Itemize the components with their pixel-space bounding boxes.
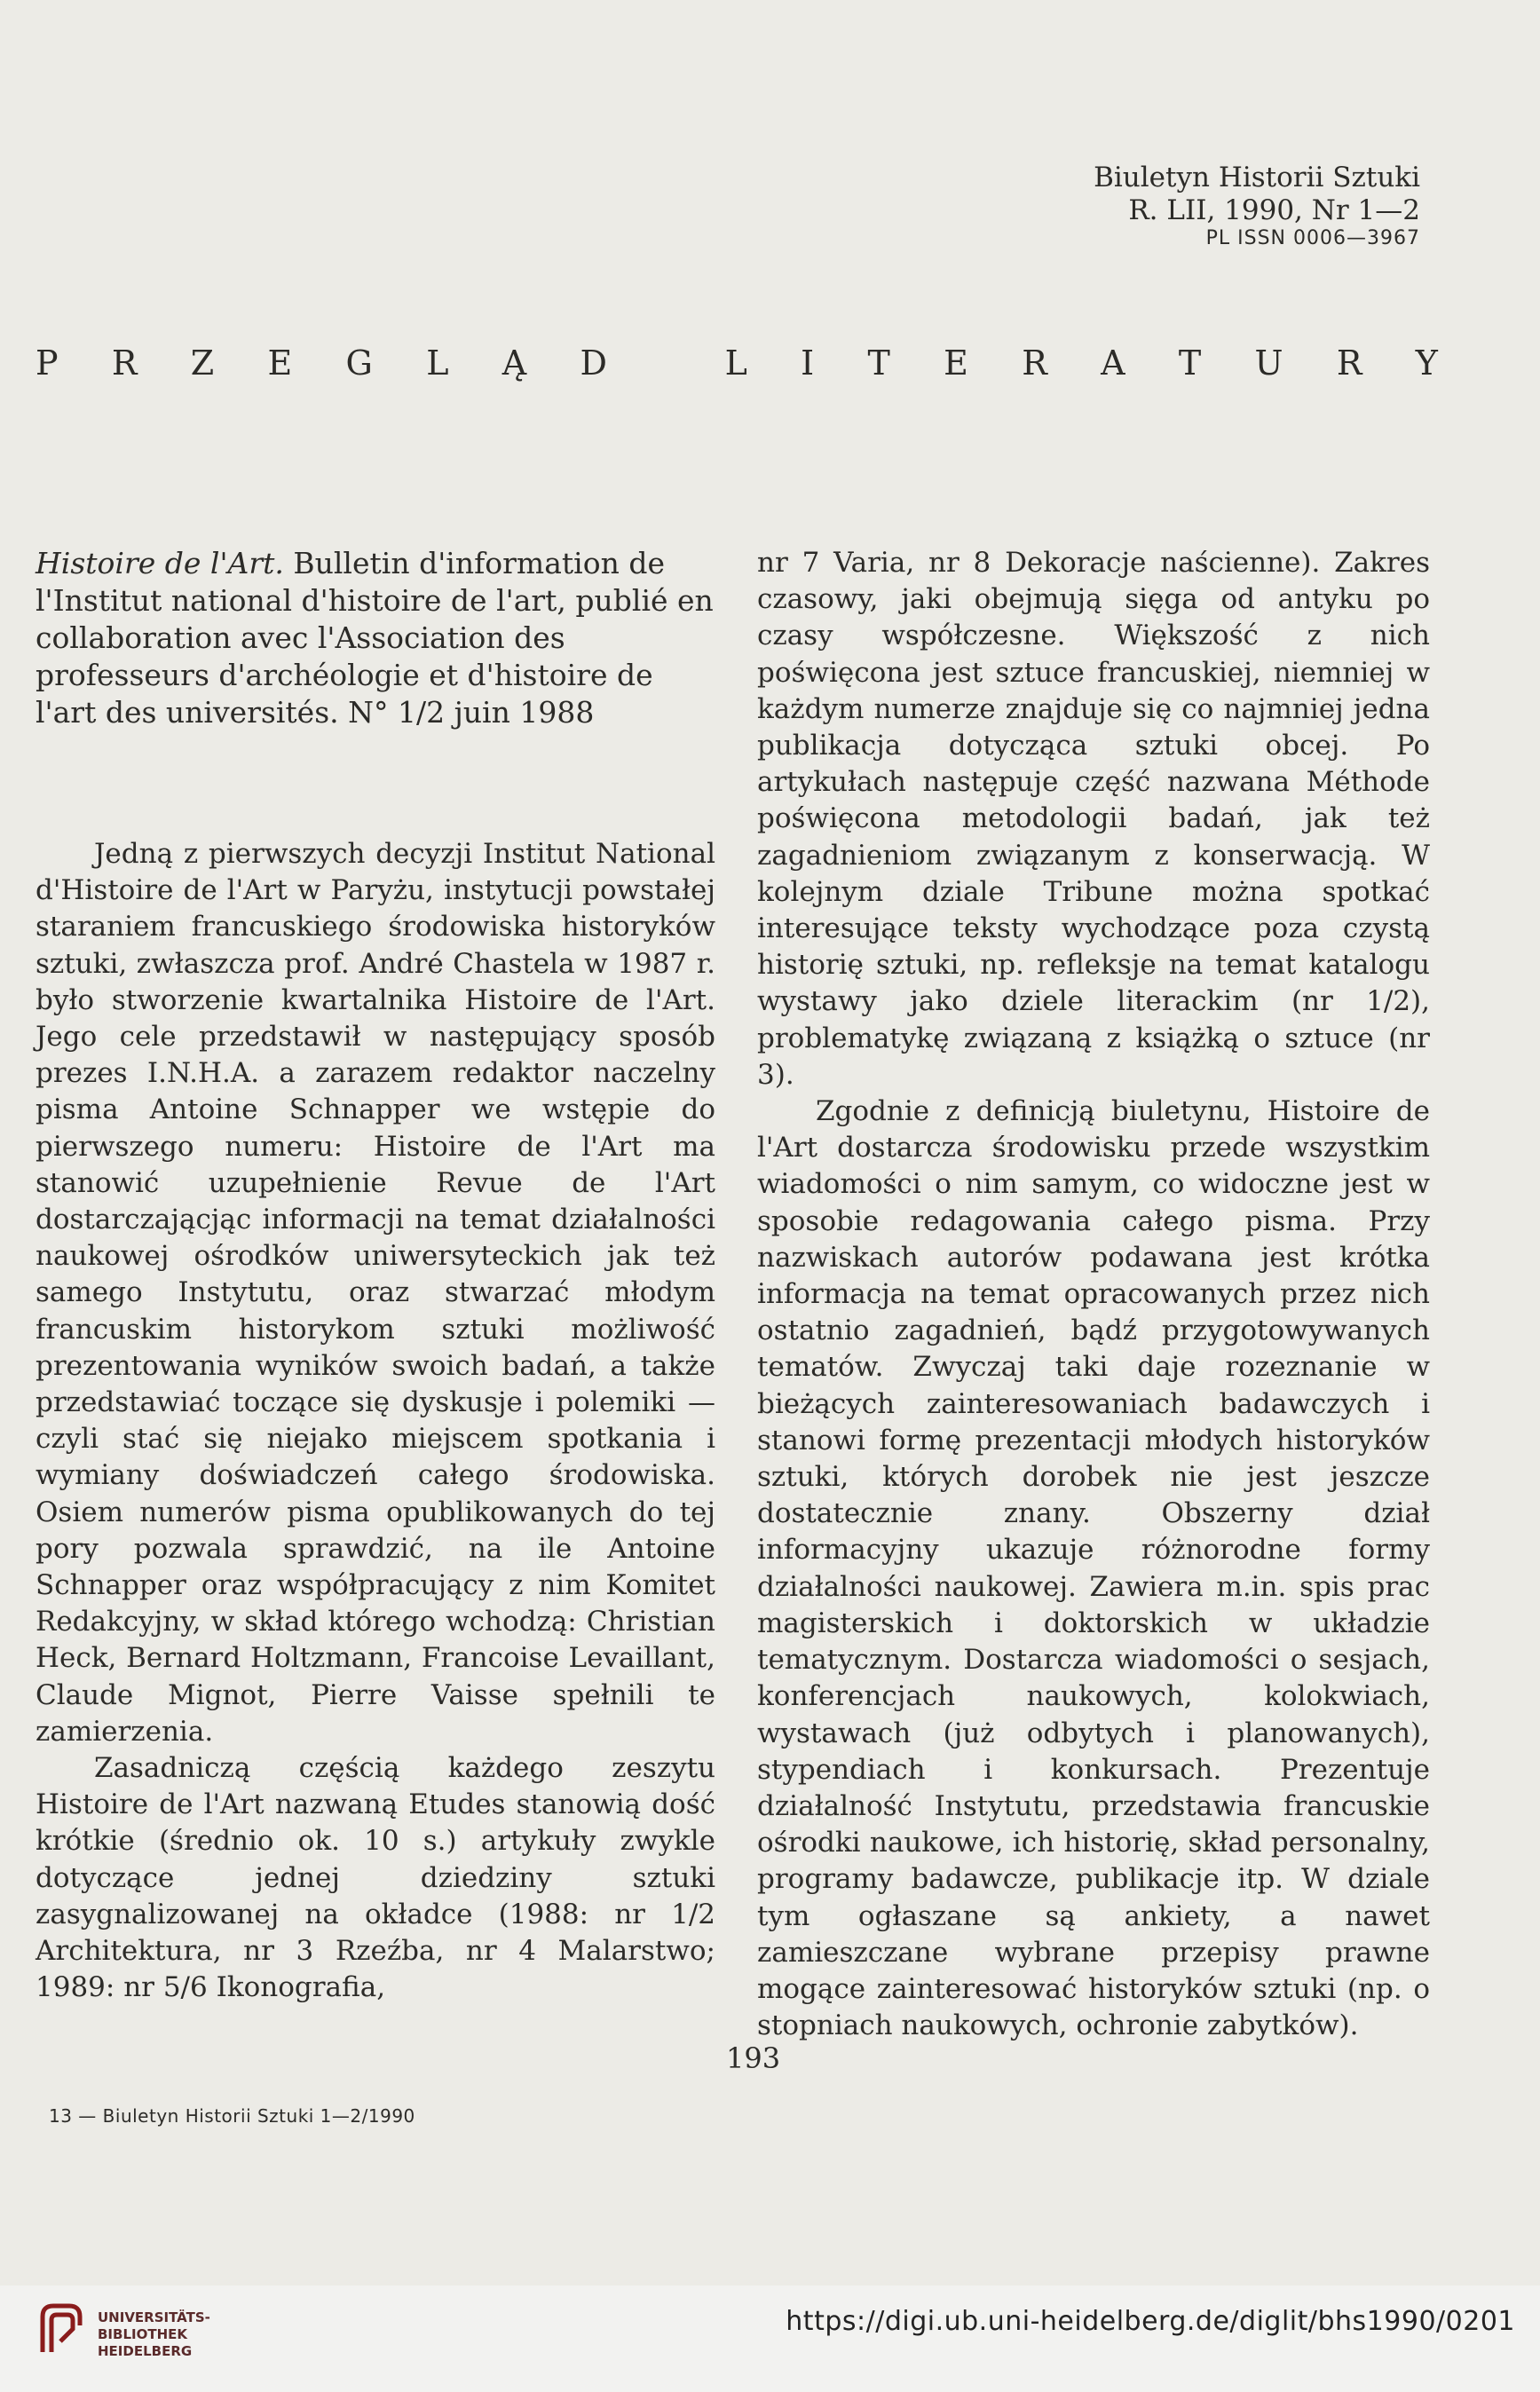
paragraph: Jedną z pierwszych decyzji Institut National d'Histoire de l'Art w Paryżu, instytucji powstałej staraniem francuskiego środowiska historyków sztuki, zwłaszcza prof. André Chastela w 1987 r. było stworzenie kwartalnika Histoire de l'Art. Jego cele przedstawił w następujący sposób prezes I.N.H.A. a zarazem redaktor naczelny pisma Antoine Schnapper we wstępie do pierwszego numeru: Histoire de l'Art ma stanowić uzupełnienie Revue de l'Art dostarczającjąc informacji na temat działalności naukowej ośrodków uniwersyteckich jak też samego Instytutu, oraz stwarzać młodym francuskim historykom sztuki możliwość prezentowania wyników swoich badań, a także przedstawiać toczące się dyskusje i polemiki — czyli stać się niejako miejscem spotkania i wymiany doświadczeń całego środowiska. Osiem numerów pisma opublikowanych do tej pory pozwala sprawdzić, na ile Antoine Schnapper oraz współpracujący z nim Komitet Redakcyjny, w skład którego wchodzą: Christian Heck, Bernard Holtzmann, Francoise Levaillant, Claude Mignot, Pierre Vaisse spełnili te zamierzenia. [36,838,715,1748]
section-title-letter: Z [190,343,215,383]
section-title-letter: L [426,343,449,383]
section-title-letter: R [111,343,138,383]
section-title-letter: P [36,343,59,383]
section-title-letter: G [345,343,373,383]
page-number: 193 [726,2041,781,2075]
review-title [36,545,715,731]
section-title-letter: R [1336,343,1362,383]
section-title-letter: L [724,343,747,383]
section-title-letter: U [1254,343,1283,383]
review-title-italic: Histoire de l'Art. [36,546,284,580]
section-title-letter: E [267,343,293,383]
journal-header [1094,162,1420,251]
paragraph: nr 7 Varia, nr 8 Dekoracje naścienne). Zakres czasowy, jaki obejmują sięga od antyku po czasy współczesne. Większość z nich poświęcona jest sztuce francuskiej, niemniej w każdym numerze znajduje się co najmniej jedna publikacja dotycząca sztuki obcej. Po artykułach następuje część nazwana Méthode poświęcona metodologii badań, jak też zagadnieniom związanym z konserwacją. W kolejnym dziale Tribune można spotkać interesujące teksty wychodzące poza czystą historię sztuki, np. refleksje na temat katalogu wystawy jako dziele literackim (nr 1/2), problematykę związaną z książką o sztuce (nr 3). [757,547,1430,1091]
journal-issn: PL ISSN 0006—3967 [1205,227,1420,250]
section-title-letter: D [580,343,607,383]
paragraph: Zgodnie z definicją biuletynu, Histoire de l'Art dostarcza środowisku przede wszystkim wiadomości o nim samym, co widoczne jest w sposobie redagowania całego pisma. Przy nazwiskach autorów podawana jest krótka informacja na temat opracowanych przez nich ostatnio zagadnień, bądź przygotowywanych tematów. Zwyczaj taki daje rozeznanie w bieżących zainteresowaniach badawczych i stanowi formę prezentacji młodych historyków sztuki, których dorobek nie jest jeszcze dostatecznie znany. Obszerny dział informacyjny ukazuje różnorodne formy działalności naukowej. Zawiera m.in. spis prac magisterskich i doktorskich w układzie tematycznym. Dostarcza wiadomości o sesjach, konferencjach naukowych, kolokwiach, wystawach (już odbytych i planowanych), stypendiach i konkursach. Prezentuje działalność Instytutu, przedstawia francuskie ośrodki naukowe, ich historię, skład personalny, programy badawcze, publikacje itp. W dziale tym ogłaszane są ankiety, a nawet zamieszczane wybrane przepisy prawne mogące zainteresować historyków sztuki (np. o stopniach naukowych, ochronie zabytków). [757,1095,1430,2042]
section-title-letter: E [944,343,968,383]
printer-signature: 13 — Biuletyn Historii Sztuki 1—2/1990 [49,2105,415,2127]
section-title-letter: I [801,343,815,383]
library-name: UNIVERSITÄTS- BIBLIOTHEK HEIDELBERG [98,2309,210,2359]
section-title-letter: T [867,343,890,383]
section-title-letter: Y [1415,343,1438,383]
ub-heidelberg-logo-icon [34,2299,87,2359]
journal-name: Biuletyn Historii Sztuki [1094,162,1420,193]
section-title [36,343,1438,383]
section-title-letter: A [1101,343,1125,383]
journal-volume: R. LII, 1990, Nr 1—2 [1128,194,1420,227]
left-column [36,545,715,2007]
paragraph: Zasadniczą częścią każdego zeszytu Histoire de l'Art nazwaną Etudes stanowią dość krótkie (średnio ok. 10 s.) artykuły zwykle dotyczące jednej dziedziny sztuki zasygnalizowanej na okładce (1988: nr 1/2 Architektura, nr 3 Rzeźba, nr 4 Malarstwo; 1989: nr 5/6 Ikonografia, [36,1752,715,2004]
right-column [757,545,1430,2044]
section-title-letter: R [1022,343,1047,383]
section-title-letter: Ą [501,343,527,383]
section-title-letter [660,343,671,383]
viewer-footer [0,2285,1540,2392]
source-url-link[interactable]: https://digi.ub.uni-heidelberg.de/diglit/bhs1990/0201 [786,2306,1515,2337]
review-title-rest: Bulletin d'information de l'Institut national d'histoire de l'art, publié en collaboration avec l'Association des professeurs d'archéologie et d'histoire de l'art des universités. N° 1/2 juin 1988 [36,546,714,730]
section-title-letter: T [1178,343,1202,383]
